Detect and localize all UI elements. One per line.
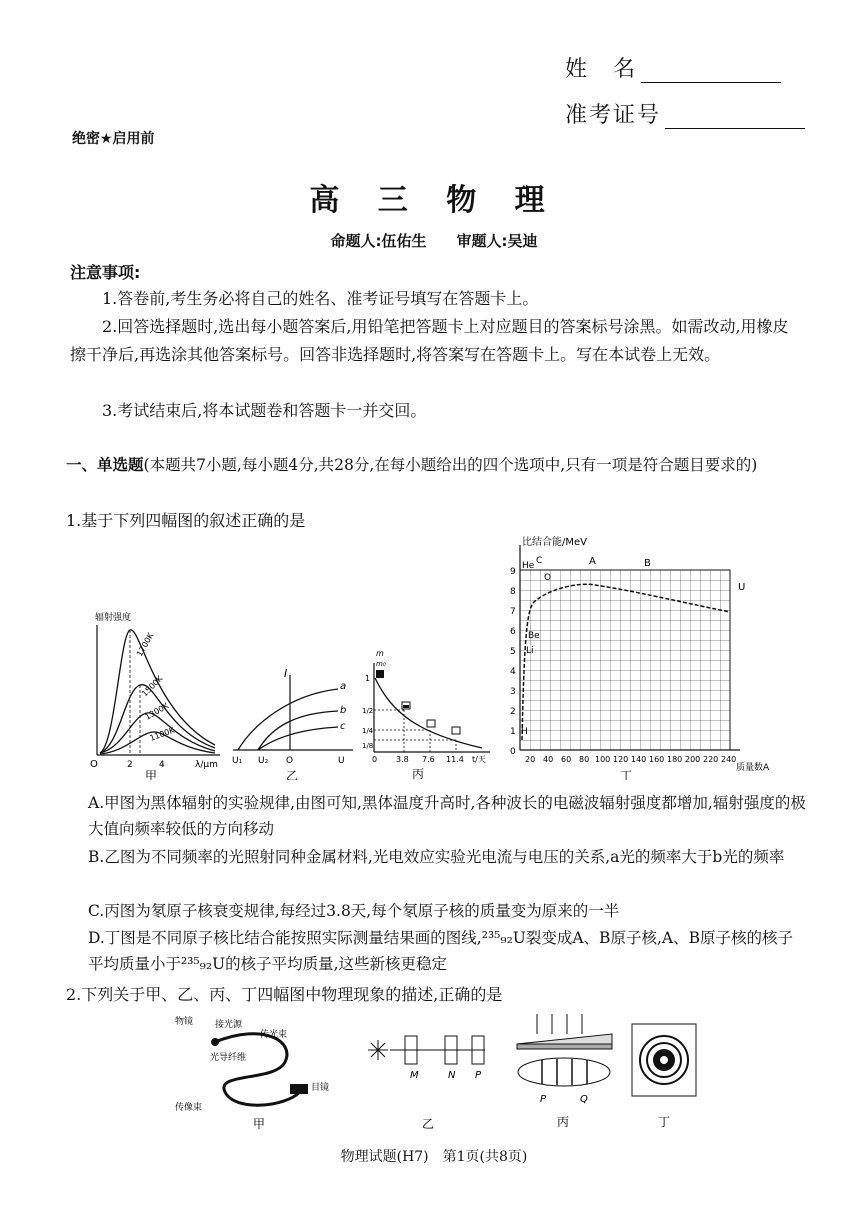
ding-ytick-6: 6 [510, 627, 516, 637]
question-1-option-a: A.甲图为黑体辐射的实验规律,由图可知,黑体温度升高时,各种波长的电磁波辐射强度都增加,辐射强度的极大值向频率较低的方向移动 [88, 794, 806, 838]
ding-ytick-1: 1 [510, 727, 516, 737]
yi-ylabel: I [284, 667, 288, 680]
q2-jia-label-eyepiece: 目镜 [311, 1083, 330, 1093]
authors-line: 命题人:伍佑生 审题人:吴迪 [330, 232, 538, 250]
question-2-stem: 2.下列关于甲、乙、丙、丁四幅图中物理现象的描述,正确的是 [66, 985, 503, 1004]
yi-tick-u1: U₁ [232, 756, 243, 766]
figure-ding-binding-energy [500, 530, 780, 780]
ding-xtick-80: 80 [579, 755, 590, 764]
ding-ytick-4: 4 [510, 667, 516, 677]
ding-label-b: B [644, 558, 651, 569]
question-1-option-c: C.丙图为氡原子核衰变规律,每经过3.8天,每个氡原子核的质量变为原来的一半 [88, 902, 620, 920]
figure-bing-decay [362, 648, 497, 780]
ding-xtick-220: 220 [703, 755, 719, 764]
yi-tick-u: U [338, 756, 345, 766]
q2-figure-ding-rings [630, 1022, 700, 1132]
bing-ylabel-den: m₀ [376, 660, 386, 668]
q2-figure-jia-fiberscope [175, 1012, 345, 1132]
figure-jia-blackbody [85, 605, 225, 780]
jia-xlabel: λ/μm [195, 760, 218, 770]
ding-caption: 丁 [620, 769, 633, 780]
yi-caption: 乙 [286, 769, 299, 780]
q2-yi-label-p: P [475, 1070, 482, 1081]
name-blank [641, 60, 781, 83]
yi-curve-a: a [340, 681, 347, 692]
ding-label-h: H [521, 727, 528, 737]
q2-yi-label-n: N [448, 1070, 456, 1081]
q2-bing-label-p: P [540, 1094, 547, 1105]
ding-label-c-top: C [536, 556, 543, 566]
ding-ytick-0: 0 [510, 747, 516, 757]
ding-ytick-3: 3 [510, 687, 516, 697]
ding-xtick-180: 180 [667, 755, 683, 764]
ding-label-be: Be [528, 631, 540, 641]
jia-caption: 甲 [145, 769, 158, 780]
ding-ytick-7: 7 [510, 607, 516, 617]
ding-xtick-160: 160 [649, 755, 665, 764]
question-1-option-b: B.乙图为不同频率的光照射同种金属材料,光电效应实验光电流与电压的关系,a光的频率大于b光的频率 [88, 848, 785, 866]
notice-heading: 注意事项: [70, 263, 141, 282]
ding-ytick-5: 5 [510, 647, 516, 657]
jia-origin: O [90, 759, 98, 770]
ding-label-he: He [522, 561, 535, 571]
ding-xlabel: 质量数A [736, 763, 770, 773]
notice-item-3: 3.考试结束后,将本试题卷和答题卡一并交回。 [102, 401, 427, 420]
name-field [565, 52, 781, 83]
jia-temp-4: 1100K [148, 725, 176, 743]
bing-ytick-1: 1 [365, 674, 371, 683]
bing-ytick-half: 1/2 [362, 707, 374, 715]
bing-caption: 丙 [412, 767, 425, 780]
jia-temp-1: 1700K [134, 631, 156, 658]
ding-xtick-200: 200 [685, 755, 701, 764]
question-1-stem: 1.基于下列四幅图的叙述正确的是 [66, 511, 306, 530]
section-one-heading: 一、单选题 [66, 456, 144, 474]
q2-jia-label-image-bundle: 传像束 [175, 1103, 203, 1113]
ding-label-u: U [738, 582, 746, 593]
jia-temp-2: 1500K [140, 673, 165, 699]
ding-xtick-120: 120 [613, 755, 629, 764]
ding-xtick-20: 20 [525, 755, 536, 764]
figure-yi-photoelectric [228, 665, 358, 780]
ding-label-a: A [589, 556, 596, 567]
bing-ytick-quarter: 1/4 [362, 727, 374, 735]
name-label: 姓 名 [565, 57, 638, 82]
q2-jia-label-fiber: 光导纤维 [210, 1053, 247, 1063]
exam-id-field [565, 98, 805, 129]
ding-xtick-100: 100 [595, 755, 611, 764]
q2-jia-label-light-bundle: 传光束 [260, 1030, 288, 1040]
q2-jia-caption: 甲 [253, 1117, 266, 1131]
ding-ytick-9: 9 [510, 567, 516, 577]
q2-jia-label-objective: 物镜 [175, 1017, 194, 1027]
bing-xtick-11-4: 11.4 [446, 755, 464, 764]
bing-xtick-3-8: 3.8 [396, 755, 409, 764]
q2-jia-label-light-source: 接光源 [215, 1020, 243, 1030]
bing-ylabel-num: m [376, 649, 384, 658]
notice-item-1: 1.答卷前,考生务必将自己的姓名、准考证号填写在答题卡上。 [102, 289, 539, 308]
ding-ylabel: 比结合能/MeV [522, 537, 587, 548]
yi-tick-u2: U₂ [258, 756, 269, 766]
exam-id-blank [665, 106, 805, 129]
bing-ytick-eighth: 1/8 [362, 742, 374, 750]
ding-xtick-40: 40 [543, 755, 554, 764]
q2-ding-caption: 丁 [658, 1115, 671, 1129]
jia-tick-4: 4 [159, 760, 165, 770]
ding-ytick-2: 2 [510, 707, 516, 717]
q2-yi-label-m: M [410, 1070, 419, 1081]
notice-item-2: 2.回答选择题时,选出每小题答案后,用铅笔把答题卡上对应题目的答案标号涂黑。如需改动,用橡皮擦干净后,再选涂其他答案标号。回答非选择题时,将答案写在答题卡上。写在本试卷上无效。 [70, 317, 789, 364]
bing-xtick-7-6: 7.6 [422, 755, 435, 764]
bing-xlabel: t/天 [472, 755, 486, 764]
q2-figure-yi-polarizers [360, 1030, 500, 1130]
yi-curve-b: b [340, 705, 347, 716]
ding-label-li: Li [526, 646, 534, 656]
yi-curve-c: c [340, 721, 346, 732]
ding-label-o: O [544, 573, 552, 583]
q2-yi-caption: 乙 [422, 1117, 435, 1130]
yi-origin: O [286, 756, 294, 766]
page-title: 高 三 物 理 [309, 183, 559, 218]
q2-bing-caption: 丙 [557, 1115, 570, 1129]
question-1-option-d: D.丁图是不同原子核比结合能按照实际测量结果画的图线,²³⁵₉₂U裂变成A、B原子核,A、B原子核的核子平均质量小于²³⁵₉₂U的核子平均质量,这些新核更稳定 [88, 929, 793, 973]
bing-xtick-0: 0 [372, 755, 378, 764]
q2-figure-bing-air-wedge [512, 1012, 617, 1132]
ding-xtick-60: 60 [561, 755, 572, 764]
q2-bing-label-q: Q [580, 1094, 588, 1105]
jia-ylabel: 辐射强度 [95, 613, 132, 623]
section-one [66, 452, 801, 478]
secret-mark: 绝密★启用前 [72, 131, 155, 147]
ding-xtick-240: 240 [721, 755, 737, 764]
jia-tick-2: 2 [127, 760, 133, 770]
ding-xtick-140: 140 [631, 755, 647, 764]
ding-ytick-8: 8 [510, 587, 516, 597]
exam-id-label: 准考证号 [565, 103, 662, 128]
page-footer: 物理试题(H7) 第1页(共8页) [340, 1149, 528, 1165]
jia-temp-3: 1300K [143, 701, 171, 722]
section-one-desc: (本题共7小题,每小题4分,共28分,在每小题给出的四个选项中,只有一项是符合题目要求的) [143, 456, 758, 474]
